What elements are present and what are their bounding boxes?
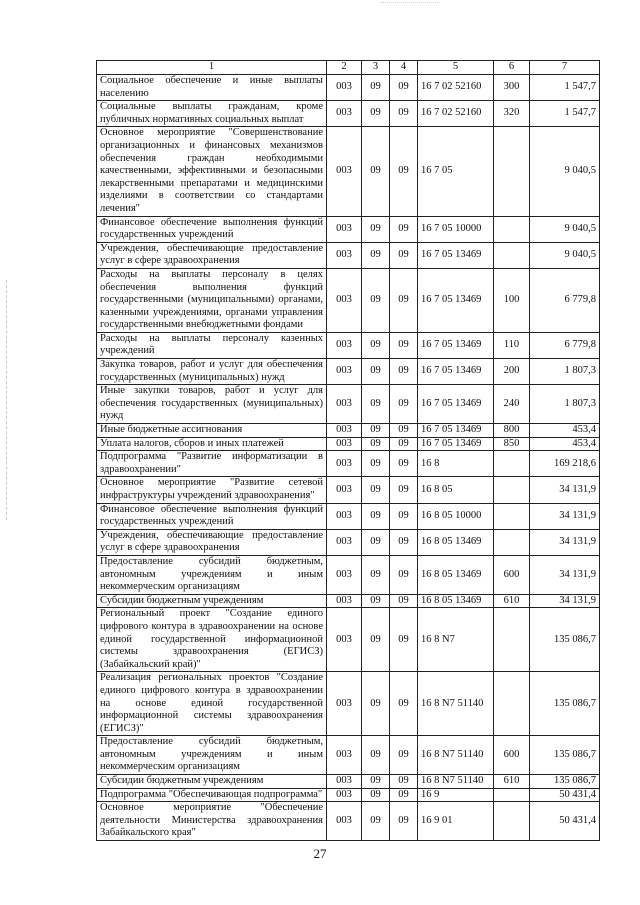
row-name: Финансовое обеспечение выполнения функций государственных учреждений [97, 503, 327, 529]
section-code: 09 [362, 672, 390, 736]
amount: 9 040,5 [530, 127, 600, 216]
table-row [97, 529, 600, 555]
ministry-code: 003 [327, 242, 362, 268]
subsection-code: 09 [390, 127, 418, 216]
ministry-code: 003 [327, 555, 362, 594]
row-name: Уплата налогов, сборов и иных платежей [97, 437, 327, 451]
expense-type-code [494, 477, 530, 503]
table-row [97, 451, 600, 477]
column-header: 7 [530, 61, 600, 75]
subsection-code: 09 [390, 216, 418, 242]
table-body [97, 75, 600, 841]
ministry-code: 003 [327, 451, 362, 477]
target-article-code: 16 7 05 13469 [418, 268, 494, 332]
amount: 1 807,3 [530, 385, 600, 424]
target-article-code: 16 7 05 13469 [418, 437, 494, 451]
amount: 34 131,9 [530, 529, 600, 555]
expense-type-code: 200 [494, 359, 530, 385]
expense-type-code [494, 802, 530, 841]
expense-type-code: 110 [494, 332, 530, 358]
section-code: 09 [362, 101, 390, 127]
subsection-code: 09 [390, 608, 418, 672]
subsection-code: 09 [390, 242, 418, 268]
target-article-code: 16 8 N7 51140 [418, 736, 494, 775]
amount: 6 779,8 [530, 268, 600, 332]
row-name: Субсидии бюджетным учреждениям [97, 594, 327, 608]
section-code: 09 [362, 736, 390, 775]
target-article-code: 16 8 05 [418, 477, 494, 503]
subsection-code: 09 [390, 529, 418, 555]
row-name: Региональный проект "Создание единого цифрового контура в здравоохранении на основе единой государственной информационной системы здравоохранения (ЕГИСЗ) (Забайкальский край)" [97, 608, 327, 672]
target-article-code: 16 7 05 13469 [418, 424, 494, 438]
table-row [97, 736, 600, 775]
expense-type-code: 850 [494, 437, 530, 451]
subsection-code: 09 [390, 594, 418, 608]
table-row [97, 477, 600, 503]
subsection-code: 09 [390, 75, 418, 101]
section-code: 09 [362, 385, 390, 424]
amount: 135 086,7 [530, 672, 600, 736]
expense-type-code: 320 [494, 101, 530, 127]
ministry-code: 003 [327, 529, 362, 555]
table-row [97, 332, 600, 358]
amount: 9 040,5 [530, 242, 600, 268]
expense-type-code [494, 788, 530, 802]
table-row [97, 503, 600, 529]
row-name: Субсидии бюджетным учреждениям [97, 775, 327, 789]
subsection-code: 09 [390, 775, 418, 789]
row-name: Социальные выплаты гражданам, кроме публичных нормативных социальных выплат [97, 101, 327, 127]
target-article-code: 16 8 05 13469 [418, 594, 494, 608]
table-row [97, 424, 600, 438]
table-header-row [97, 61, 600, 75]
subsection-code: 09 [390, 437, 418, 451]
subsection-code: 09 [390, 424, 418, 438]
section-code: 09 [362, 75, 390, 101]
subsection-code: 09 [390, 332, 418, 358]
row-name: Расходы на выплаты персоналу казенных учреждений [97, 332, 327, 358]
ministry-code: 003 [327, 216, 362, 242]
section-code: 09 [362, 127, 390, 216]
ministry-code: 003 [327, 608, 362, 672]
table-row [97, 788, 600, 802]
ministry-code: 003 [327, 424, 362, 438]
binding-marks [6, 280, 9, 520]
column-header: 1 [97, 61, 327, 75]
amount: 34 131,9 [530, 477, 600, 503]
expense-type-code [494, 127, 530, 216]
subsection-code: 09 [390, 477, 418, 503]
page-number: 27 [313, 846, 327, 861]
expense-type-code [494, 451, 530, 477]
table-row [97, 594, 600, 608]
target-article-code: 16 8 N7 51140 [418, 672, 494, 736]
section-code: 09 [362, 788, 390, 802]
target-article-code: 16 7 02 52160 [418, 101, 494, 127]
amount: 453,4 [530, 437, 600, 451]
subsection-code: 09 [390, 385, 418, 424]
scan-artifact [380, 2, 440, 5]
row-name: Основное мероприятие "Развитие сетевой инфраструктуры учреждений здравоохранения" [97, 477, 327, 503]
subsection-code: 09 [390, 359, 418, 385]
target-article-code: 16 8 05 13469 [418, 529, 494, 555]
ministry-code: 003 [327, 477, 362, 503]
amount: 34 131,9 [530, 555, 600, 594]
section-code: 09 [362, 775, 390, 789]
ministry-code: 003 [327, 802, 362, 841]
subsection-code: 09 [390, 268, 418, 332]
ministry-code: 003 [327, 775, 362, 789]
ministry-code: 003 [327, 359, 362, 385]
section-code: 09 [362, 555, 390, 594]
ministry-code: 003 [327, 736, 362, 775]
section-code: 09 [362, 594, 390, 608]
target-article-code: 16 8 05 10000 [418, 503, 494, 529]
table-row [97, 127, 600, 216]
table-row [97, 359, 600, 385]
table-row [97, 268, 600, 332]
target-article-code: 16 7 05 13469 [418, 359, 494, 385]
subsection-code: 09 [390, 503, 418, 529]
amount: 50 431,4 [530, 788, 600, 802]
row-name: Социальное обеспечение и иные выплаты населению [97, 75, 327, 101]
subsection-code: 09 [390, 788, 418, 802]
expense-type-code: 600 [494, 555, 530, 594]
target-article-code: 16 8 05 13469 [418, 555, 494, 594]
target-article-code: 16 7 05 13469 [418, 242, 494, 268]
row-name: Учреждения, обеспечивающие предоставление услуг в сфере здравоохранения [97, 242, 327, 268]
table-row [97, 385, 600, 424]
expense-type-code: 610 [494, 594, 530, 608]
target-article-code: 16 7 05 13469 [418, 332, 494, 358]
expense-type-code: 610 [494, 775, 530, 789]
target-article-code: 16 7 02 52160 [418, 75, 494, 101]
ministry-code: 003 [327, 788, 362, 802]
amount: 135 086,7 [530, 736, 600, 775]
amount: 169 218,6 [530, 451, 600, 477]
amount: 135 086,7 [530, 775, 600, 789]
ministry-code: 003 [327, 594, 362, 608]
ministry-code: 003 [327, 672, 362, 736]
subsection-code: 09 [390, 451, 418, 477]
target-article-code: 16 9 [418, 788, 494, 802]
expense-type-code [494, 608, 530, 672]
expense-type-code [494, 529, 530, 555]
subsection-code: 09 [390, 736, 418, 775]
table-row [97, 101, 600, 127]
amount: 1 547,7 [530, 75, 600, 101]
target-article-code: 16 7 05 10000 [418, 216, 494, 242]
row-name: Расходы на выплаты персоналу в целях обеспечения выполнения функций государственными (муниципальными) органами, казенными учреждениями, органами управления государственными внебюджетными фондами [97, 268, 327, 332]
subsection-code: 09 [390, 672, 418, 736]
expense-type-code: 300 [494, 75, 530, 101]
amount: 34 131,9 [530, 594, 600, 608]
ministry-code: 003 [327, 437, 362, 451]
ministry-code: 003 [327, 75, 362, 101]
amount: 6 779,8 [530, 332, 600, 358]
section-code: 09 [362, 503, 390, 529]
ministry-code: 003 [327, 385, 362, 424]
target-article-code: 16 8 N7 [418, 608, 494, 672]
target-article-code: 16 8 [418, 451, 494, 477]
table-row [97, 437, 600, 451]
expense-type-code [494, 216, 530, 242]
column-header: 2 [327, 61, 362, 75]
column-header: 3 [362, 61, 390, 75]
ministry-code: 003 [327, 127, 362, 216]
row-name: Закупка товаров, работ и услуг для обеспечения государственных (муниципальных) нужд [97, 359, 327, 385]
section-code: 09 [362, 359, 390, 385]
subsection-code: 09 [390, 101, 418, 127]
section-code: 09 [362, 424, 390, 438]
table-row [97, 775, 600, 789]
table-row [97, 802, 600, 841]
row-name: Предоставление субсидий бюджетным, автономным учреждениям и иным некоммерческим организациям [97, 555, 327, 594]
target-article-code: 16 8 N7 51140 [418, 775, 494, 789]
expense-type-code: 100 [494, 268, 530, 332]
amount: 50 431,4 [530, 802, 600, 841]
section-code: 09 [362, 216, 390, 242]
budget-table [96, 60, 600, 841]
row-name: Иные закупки товаров, работ и услуг для обеспечения государственных (муниципальных) нужд [97, 385, 327, 424]
table-row [97, 216, 600, 242]
expense-type-code [494, 672, 530, 736]
row-name: Подпрограмма "Обеспечивающая подпрограмма" [97, 788, 327, 802]
table-row [97, 608, 600, 672]
target-article-code: 16 7 05 [418, 127, 494, 216]
table-row [97, 555, 600, 594]
ministry-code: 003 [327, 332, 362, 358]
row-name: Основное мероприятие "Обеспечение деятельности Министерства здравоохранения Забайкальского края" [97, 802, 327, 841]
row-name: Подпрограмма "Развитие информатизации в здравоохранении" [97, 451, 327, 477]
row-name: Учреждения, обеспечивающие предоставление услуг в сфере здравоохранения [97, 529, 327, 555]
row-name: Реализация региональных проектов "Создание единого цифрового контура в здравоохранении на основе единой государственной информационной системы здравоохранения (ЕГИСЗ)" [97, 672, 327, 736]
ministry-code: 003 [327, 503, 362, 529]
expense-type-code [494, 242, 530, 268]
section-code: 09 [362, 437, 390, 451]
expense-type-code [494, 503, 530, 529]
target-article-code: 16 7 05 13469 [418, 385, 494, 424]
ministry-code: 003 [327, 101, 362, 127]
amount: 1 807,3 [530, 359, 600, 385]
section-code: 09 [362, 332, 390, 358]
subsection-code: 09 [390, 802, 418, 841]
target-article-code: 16 9 01 [418, 802, 494, 841]
table-row [97, 242, 600, 268]
expense-type-code: 600 [494, 736, 530, 775]
section-code: 09 [362, 529, 390, 555]
row-name: Финансовое обеспечение выполнения функций государственных учреждений [97, 216, 327, 242]
section-code: 09 [362, 242, 390, 268]
column-header: 5 [418, 61, 494, 75]
amount: 453,4 [530, 424, 600, 438]
table-row [97, 672, 600, 736]
row-name: Иные бюджетные ассигнования [97, 424, 327, 438]
amount: 34 131,9 [530, 503, 600, 529]
column-header: 4 [390, 61, 418, 75]
amount: 135 086,7 [530, 608, 600, 672]
ministry-code: 003 [327, 268, 362, 332]
amount: 9 040,5 [530, 216, 600, 242]
row-name: Предоставление субсидий бюджетным, автономным учреждениям и иным некоммерческим организациям [97, 736, 327, 775]
section-code: 09 [362, 268, 390, 332]
section-code: 09 [362, 608, 390, 672]
column-header: 6 [494, 61, 530, 75]
row-name: Основное мероприятие "Совершенствование организационных и финансовых механизмов обеспечения граждан необходимыми качественными, эффективными и безопасными лекарственными препаратами и медицинскими изделиями в соответствии со стандартами лечения" [97, 127, 327, 216]
section-code: 09 [362, 802, 390, 841]
subsection-code: 09 [390, 555, 418, 594]
table-row [97, 75, 600, 101]
section-code: 09 [362, 451, 390, 477]
amount: 1 547,7 [530, 101, 600, 127]
expense-type-code: 800 [494, 424, 530, 438]
section-code: 09 [362, 477, 390, 503]
expense-type-code: 240 [494, 385, 530, 424]
